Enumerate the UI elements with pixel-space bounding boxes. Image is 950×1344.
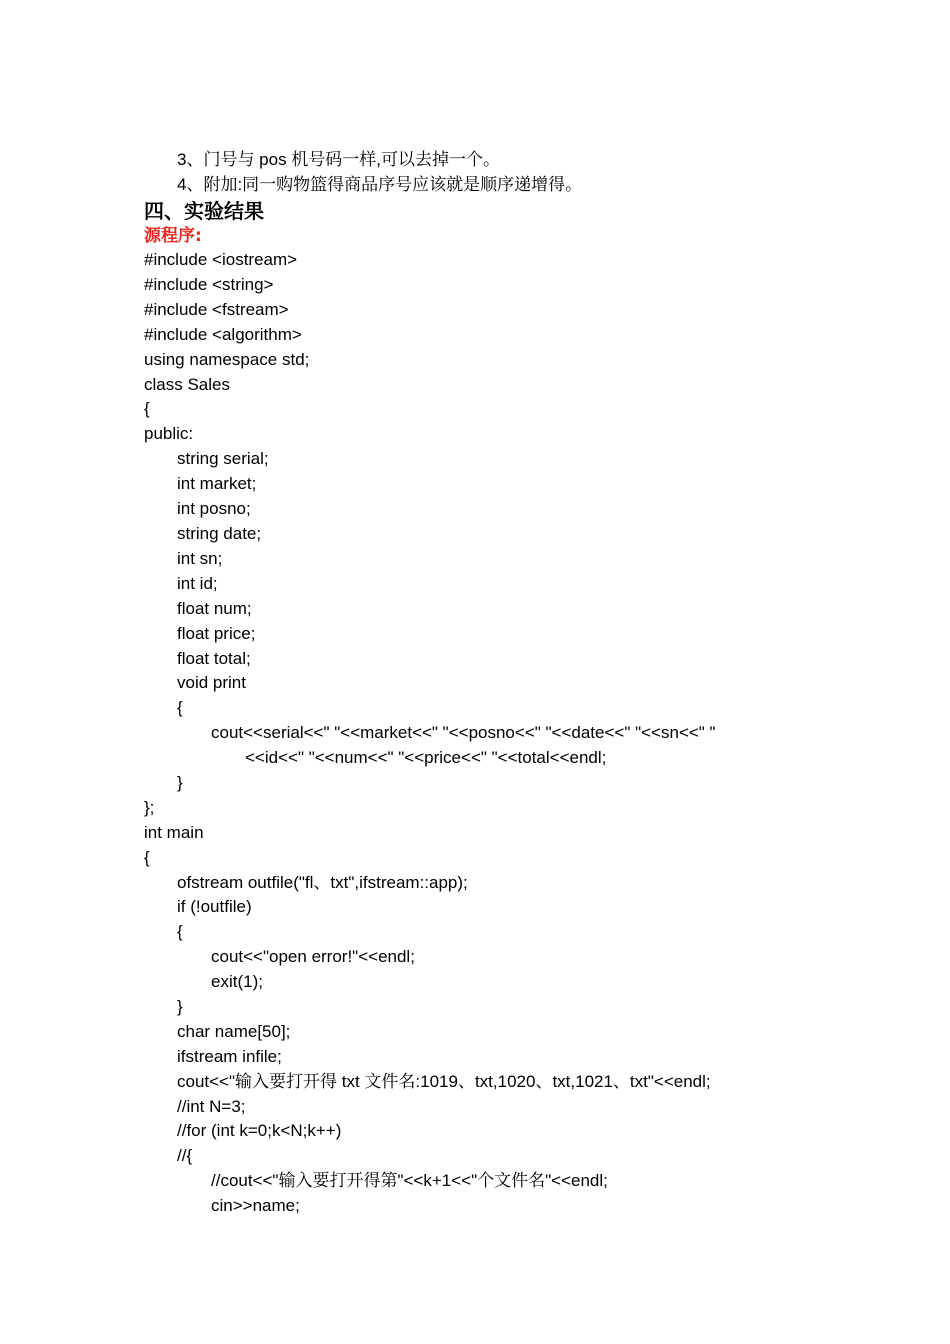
code-line: //cout<<"输入要打开得第"<<k+1<<"个文件名"<<endl;	[211, 1171, 608, 1190]
code-line: <<id<<" "<<num<<" "<<price<<" "<<total<<endl;	[245, 748, 607, 767]
code-line: public:	[144, 424, 194, 443]
code-line: int main	[144, 823, 204, 842]
source-label: 源程序:	[144, 226, 202, 246]
code-line: //{	[177, 1146, 193, 1165]
code-line: cout<<serial<<" "<<market<<" "<<posno<<" "<<date<<" "<<sn<<" "	[211, 723, 716, 742]
code-line: #include <string>	[144, 275, 274, 294]
code-line: #include <iostream>	[144, 250, 298, 269]
note-4: 4、附加:同一购物篮得商品序号应该就是顺序递增得。	[177, 175, 583, 194]
code-line: #include <algorithm>	[144, 325, 302, 344]
code-line: cout<<"输入要打开得 txt 文件名:1019、txt,1020、txt,1021、txt"<<endl;	[177, 1072, 711, 1091]
code-line: {	[177, 698, 183, 717]
code-line: //int N=3;	[177, 1097, 246, 1116]
code-line: float price;	[177, 624, 256, 643]
code-line: ifstream infile;	[177, 1047, 282, 1066]
section-heading: 四、实验结果	[144, 199, 264, 223]
code-line: }	[177, 997, 183, 1016]
code-line: string serial;	[177, 449, 269, 468]
code-line: #include <fstream>	[144, 300, 289, 319]
code-line: if (!outfile)	[177, 897, 252, 916]
code-line: }	[177, 773, 183, 792]
code-line: string date;	[177, 524, 262, 543]
code-line: {	[177, 922, 183, 941]
code-line: using namespace std;	[144, 350, 310, 369]
code-line: {	[144, 848, 150, 867]
code-line: {	[144, 399, 150, 418]
code-line: void print	[177, 673, 246, 692]
code-line: float total;	[177, 649, 251, 668]
code-line: int posno;	[177, 499, 251, 518]
code-line: //for (int k=0;k<N;k++)	[177, 1121, 342, 1140]
code-line: int sn;	[177, 549, 223, 568]
code-line: cout<<"open error!"<<endl;	[211, 947, 415, 966]
code-line: float num;	[177, 599, 252, 618]
code-line: int id;	[177, 574, 218, 593]
code-line: };	[144, 798, 155, 817]
code-line: cin>>name;	[211, 1196, 300, 1215]
note-3: 3、门号与 pos 机号码一样,可以去掉一个。	[177, 150, 501, 169]
code-line: char name[50];	[177, 1022, 291, 1041]
code-line: class Sales	[144, 375, 230, 394]
code-line: exit(1);	[211, 972, 263, 991]
code-line: int market;	[177, 474, 257, 493]
code-line: ofstream outfile("fl、txt",ifstream::app);	[177, 873, 468, 892]
